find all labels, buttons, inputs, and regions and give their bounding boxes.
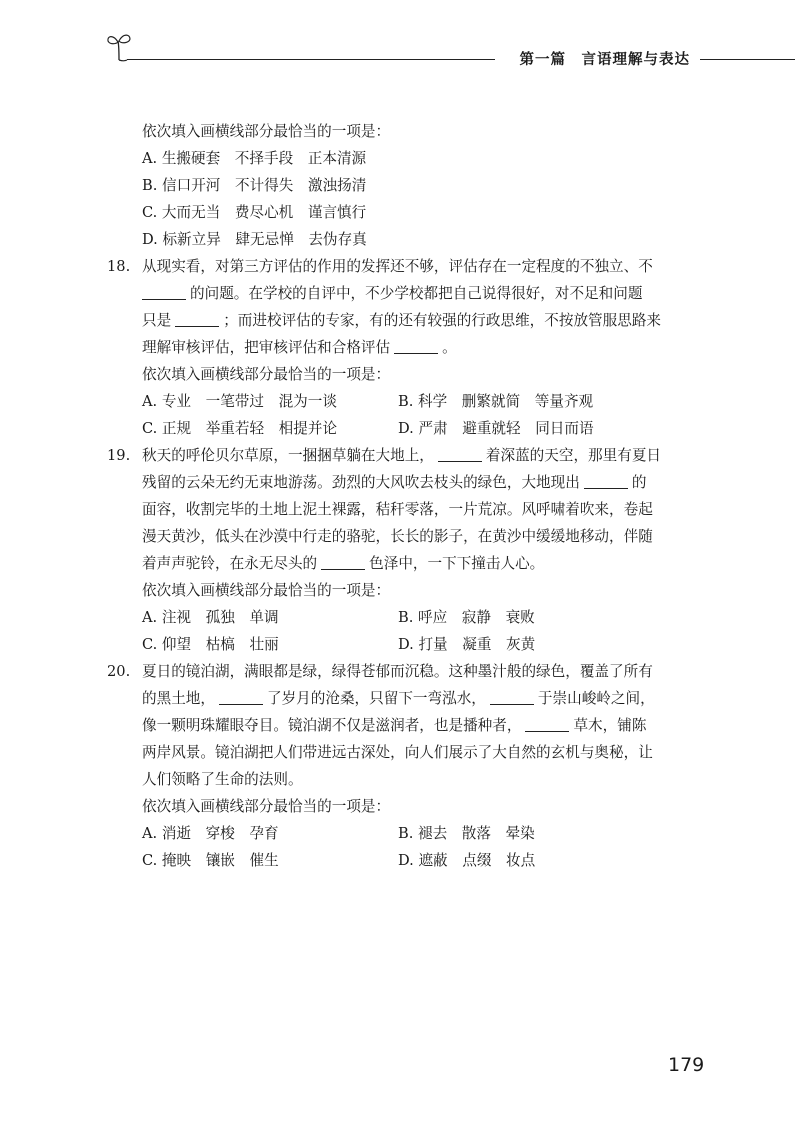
q19-options-row-1: [0, 604, 800, 631]
q20-text: 的黑土地，: [142, 690, 215, 707]
q18-text: ；而进校评估的专家，有的还有较强的行政思维，不按放管服思路来: [223, 312, 662, 329]
q19-text: 的: [631, 474, 647, 491]
q18-line-2: [0, 280, 800, 307]
q18-option-b: B. 科学 删繁就简 等量齐观: [398, 393, 594, 410]
q19-prompt: 依次填入画横线部分最恰当的一项是：: [142, 582, 391, 599]
q19-text: 着深蓝的天空，那里有夏日: [485, 447, 662, 464]
q19-text: 着声声驼铃，在永无尽头的: [142, 555, 318, 572]
q20-line-1: [0, 658, 800, 685]
answer-blank: [490, 688, 534, 705]
q20-line-4: 两岸风景。镜泊湖把人们带进远古深处，向人们展示了大自然的玄机与奥秘，让: [142, 744, 653, 761]
q20-prompt: 依次填入画横线部分最恰当的一项是：: [142, 798, 391, 815]
answer-blank: [321, 553, 365, 570]
q17-option-a: A. 生搬硬套 不择手段 正本清源: [142, 150, 367, 167]
q17-option-b: B. 信口开河 不计得失 激浊扬清: [142, 177, 367, 194]
q19-text: 色泽中，一下下撞击人心。: [369, 555, 545, 572]
answer-blank: [142, 283, 186, 300]
q18-option-c: C. 正规 举重若轻 相提并论: [142, 420, 338, 437]
q18-text: 理解审核评估，把审核评估和合格评估: [142, 339, 391, 356]
q18-option-a: A. 专业 一笔带过 混为一谈: [142, 393, 337, 410]
page-header: [105, 28, 795, 68]
q20-text: 了岁月的沧桑，只留下一弯泓水，: [266, 690, 486, 707]
answer-blank: [525, 715, 569, 732]
q20-text: 夏日的镜泊湖，满眼都是绿，绿得苍郁而沉稳。这种墨汁般的绿色，覆盖了所有: [142, 663, 653, 680]
q19-option-c: C. 仰望 枯槁 壮丽: [142, 636, 279, 653]
answer-blank: [175, 310, 219, 327]
q19-option-b: B. 呼应 寂静 衰败: [398, 609, 535, 626]
q19-text: 残留的云朵无约无束地游荡。劲烈的大风吹去枝头的绿色，大地现出: [142, 474, 580, 491]
q18-option-d: D. 严肃 避重就轻 同日而语: [398, 420, 594, 437]
q18-line-1: [0, 253, 800, 280]
q18-text: 。: [442, 339, 457, 356]
answer-blank: [219, 688, 263, 705]
page-body: [0, 118, 800, 874]
answer-blank: [584, 472, 628, 489]
q19-line-4: 漫天黄沙，低头在沙漠中行走的骆驼，长长的影子，在黄沙中缓缓地移动，伴随: [142, 528, 653, 545]
q17-option-d: D. 标新立异 肆无忌惮 去伪存真: [142, 231, 367, 248]
q20-option-b: B. 褪去 散落 晕染: [398, 825, 535, 842]
q19-line-5: [0, 550, 800, 577]
q20-option-a: A. 消逝 穿梭 孕育: [142, 825, 279, 842]
q18-prompt: 依次填入画横线部分最恰当的一项是：: [142, 366, 391, 383]
q20-option-c: C. 掩映 镶嵌 催生: [142, 852, 279, 869]
q17-prompt: 依次填入画横线部分最恰当的一项是：: [142, 123, 391, 140]
answer-blank: [394, 337, 438, 354]
q20-line-5: 人们领略了生命的法则。: [142, 771, 303, 788]
q19-text: 秋天的呼伦贝尔草原，一捆捆草躺在大地上，: [142, 447, 434, 464]
q18-text: 只是: [142, 312, 172, 329]
q18-line-3: [0, 307, 800, 334]
q19-option-d: D. 打量 凝重 灰黄: [398, 636, 536, 653]
q20-text: 像一颗明珠耀眼夺目。镜泊湖不仅是滋润者，也是播种者，: [142, 717, 522, 734]
q18-options-row-2: [0, 415, 800, 442]
q17-option-c: C. 大而无当 费尽心机 谨言慎行: [142, 204, 367, 221]
question-number: 20.: [107, 663, 131, 680]
q19-line-2: [0, 469, 800, 496]
q18-options-row-1: [0, 388, 800, 415]
q20-line-2: [0, 685, 800, 712]
header-rule-right: [700, 59, 795, 60]
sprout-icon: [105, 30, 133, 62]
answer-blank: [438, 445, 482, 462]
question-number: 18.: [107, 258, 131, 275]
q18-line-4: [0, 334, 800, 361]
q19-options-row-2: [0, 631, 800, 658]
q20-option-d: D. 遮蔽 点缀 妆点: [398, 852, 536, 869]
q19-option-a: A. 注视 孤独 单调: [142, 609, 279, 626]
q18-text: 从现实看，对第三方评估的作用的发挥还不够，评估存在一定程度的不独立、不: [142, 258, 653, 275]
question-number: 19.: [107, 447, 131, 464]
q20-options-row-2: [0, 847, 800, 874]
header-rule-left: [127, 59, 495, 60]
section-title: 第一篇 言语理解与表达: [519, 52, 690, 68]
q20-line-3: [0, 712, 800, 739]
q20-text: 草木，铺陈: [573, 717, 647, 734]
q20-text: 于崇山峻岭之间，: [537, 690, 655, 707]
q19-line-3: 面容，收割完毕的土地上泥土裸露，秸秆零落，一片荒凉。风呼啸着吹来，卷起: [142, 501, 653, 518]
q19-line-1: [0, 442, 800, 469]
q20-options-row-1: [0, 820, 800, 847]
page-number: 179: [668, 1054, 705, 1076]
q18-text: 的问题。在学校的自评中，不少学校都把自己说得很好，对不足和问题: [190, 285, 643, 302]
